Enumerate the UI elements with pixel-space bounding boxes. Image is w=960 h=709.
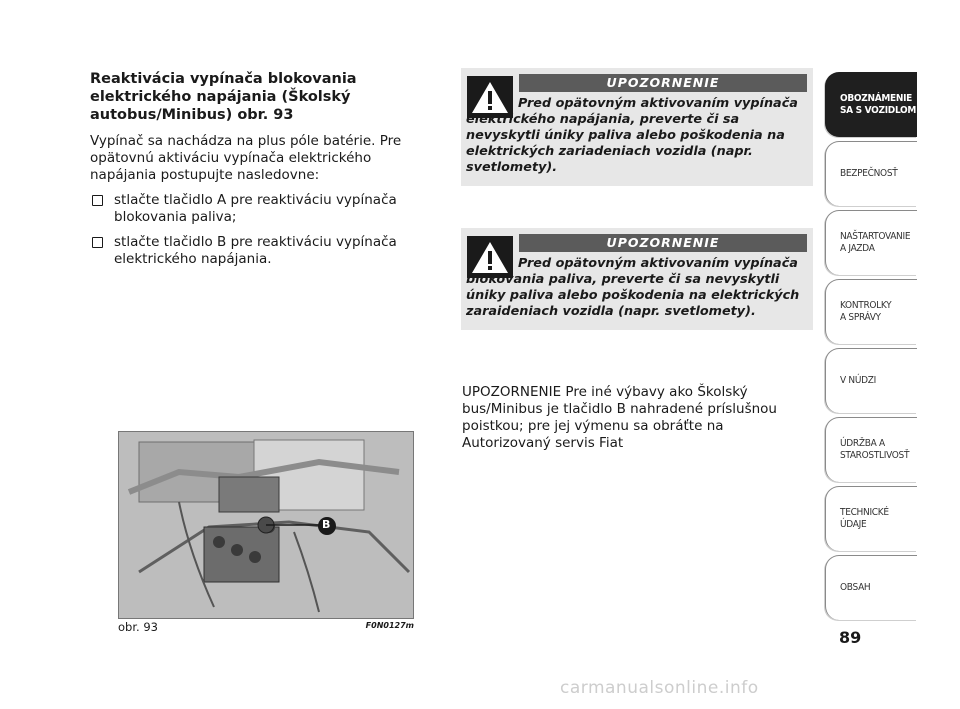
section-heading: Reaktivácia vypínača blokovania elektrického napájania (Školský autobus/Minibus) obr. 93: [90, 71, 357, 123]
checkbox-bullet-icon: [92, 195, 103, 206]
bullet-item: stlačte tlačidlo A pre reaktiváciu vypínača blokovania paliva;: [90, 192, 440, 226]
warning-box: [461, 228, 813, 330]
warning-title: UPOZORNENIE: [519, 234, 807, 252]
callout-b-label: B: [322, 518, 331, 531]
tab-oboznamenie[interactable]: OBOZNÁMENIE SA S VOZIDLOM: [825, 72, 917, 137]
battery-photo-illustration: [119, 432, 413, 618]
page-number: 89: [839, 628, 862, 647]
checkbox-bullet-icon: [92, 237, 103, 248]
note-paragraph: UPOZORNENIE Pre iné výbavy ako Školský bus/Minibus je tlačidlo B nahradené príslušnou poistkou; pre jej výmenu sa obráťte na Autorizovaný servis Fiat: [462, 383, 777, 451]
watermark: carmanualsonline.info: [560, 678, 759, 698]
figure-code: F0N0127m: [365, 621, 414, 630]
tab-technicke-udaje[interactable]: TECHNICKÉ ÚDAJE: [825, 486, 917, 551]
tab-nastartovanie[interactable]: NAŠTARTOVANIE A JAZDA: [825, 210, 917, 275]
warning-text: Pred opätovným aktivovaním vypínača elektrického napájania, preverte či sa nevyskytli úniky paliva alebo poškodenia na elektrických zariadeniach vozidla (napr. svetlomety).: [466, 96, 798, 175]
tab-v-nudzi[interactable]: V NÚDZI: [825, 348, 917, 413]
warning-box: [461, 68, 813, 186]
figure-number: obr. 93: [118, 620, 158, 634]
warning-title: UPOZORNENIE: [519, 74, 807, 92]
chapter-tabs: [825, 72, 917, 624]
tab-obsah[interactable]: OBSAH: [825, 555, 917, 620]
tab-udrzba[interactable]: ÚDRŽBA A STAROSTLIVOSŤ: [825, 417, 917, 482]
intro-paragraph: Vypínač sa nachádza na plus póle batérie. Pre opätovnú aktiváciu vypínača elektrického napájania postupujte nasledovne:: [90, 133, 402, 183]
figure-caption: [118, 620, 414, 636]
bullet-item: stlačte tlačidlo B pre reaktiváciu vypínača elektrického napájania.: [90, 234, 440, 268]
warning-text: Pred opätovným aktivovaním vypínača blokovania paliva, preverte či sa nevyskytli úniky paliva alebo poškodenia na elektrických zaraideniach vozidla (napr. svetlomety).: [466, 256, 800, 319]
figure-photo: [118, 431, 414, 619]
tab-bezpecnost[interactable]: BEZPEČNOSŤ: [825, 141, 917, 206]
left-column: [90, 70, 440, 276]
tab-kontrolky[interactable]: KONTROLKY A SPRÁVY: [825, 279, 917, 344]
